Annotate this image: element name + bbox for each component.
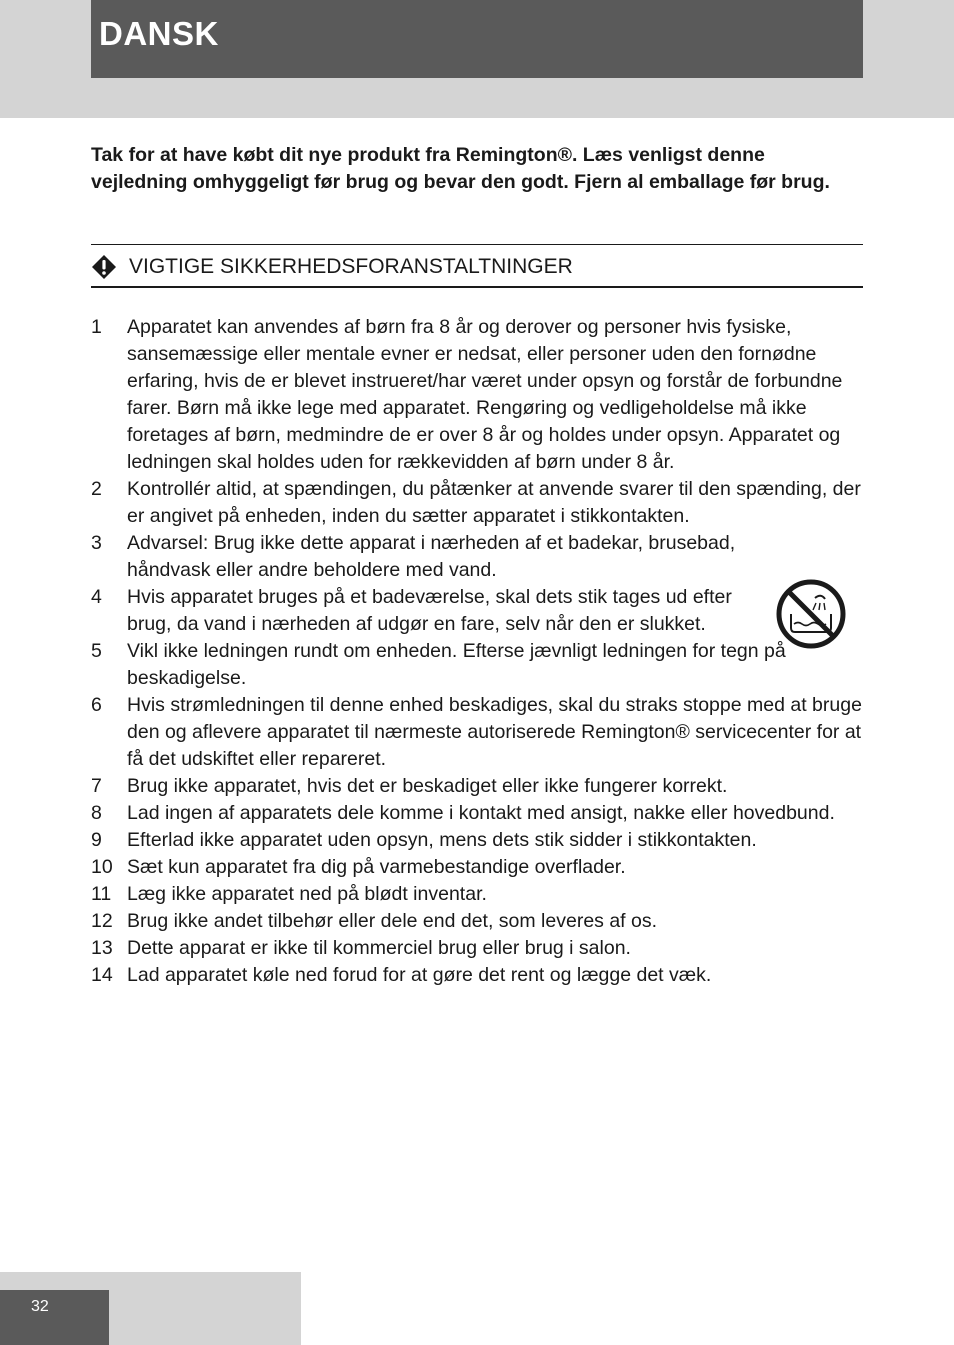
item-text: Efterlad ikke apparatet uden opsyn, mens dets stik sidder i stikkontakten. — [127, 829, 757, 851]
item-text: Hvis strømledningen til denne enhed beskadiges, skal du straks stoppe med at bruge den og aflevere apparatet til nærmeste autoriserede Remington® servicecenter for at få det udskiftet eller repareret. — [127, 694, 862, 770]
list-item — [91, 773, 866, 800]
item-number: 13 — [91, 937, 113, 959]
list-item — [91, 530, 866, 584]
section-rule-top — [91, 244, 863, 245]
warning-icon — [91, 254, 117, 280]
item-number: 5 — [91, 640, 102, 662]
item-text: Vikl ikke ledningen rundt om enheden. Efterse jævnligt ledningen for tegn på beskadigelse. — [127, 640, 786, 689]
item-number: 12 — [91, 910, 113, 932]
list-item — [91, 800, 866, 827]
list-item — [91, 854, 866, 881]
section-rule-bottom — [91, 286, 863, 288]
item-number: 14 — [91, 964, 113, 986]
item-number: 11 — [91, 883, 112, 905]
item-number: 2 — [91, 478, 102, 500]
list-item — [91, 935, 866, 962]
item-text: Dette apparat er ikke til kommerciel brug eller brug i salon. — [127, 937, 631, 959]
item-text: Brug ikke apparatet, hvis det er beskadiget eller ikke fungerer korrekt. — [127, 775, 728, 797]
safety-list — [91, 314, 866, 989]
list-item — [91, 476, 866, 530]
intro-paragraph: Tak for at have købt dit nye produkt fra Remington®. Læs venligst denne vejledning omhyggeligt før brug og bevar den godt. Fjern al emballage før brug. — [91, 144, 830, 193]
item-text: Sæt kun apparatet fra dig på varmebestandige overflader. — [127, 856, 626, 878]
item-number: 8 — [91, 802, 102, 824]
list-item — [91, 638, 866, 692]
no-water-bath-icon — [775, 578, 847, 650]
list-item — [91, 692, 866, 773]
item-number: 4 — [91, 586, 102, 608]
item-text: Advarsel: Brug ikke dette apparat i nærheden af et badekar, brusebad, håndvask eller andre beholdere med vand. — [127, 532, 736, 581]
page-title: DANSK — [91, 0, 863, 78]
list-item — [91, 908, 866, 935]
item-number: 6 — [91, 694, 102, 716]
item-number: 9 — [91, 829, 102, 851]
item-text: Lad apparatet køle ned forud for at gøre det rent og lægge det væk. — [127, 964, 712, 986]
list-item — [91, 314, 866, 476]
item-text: Kontrollér altid, at spændingen, du påtænker at anvende svarer til den spænding, der er angivet på enheden, inden du sætter apparatet i stikkontakten. — [127, 478, 861, 527]
section-heading-text: VIGTIGE SIKKERHEDSFORANSTALTNINGER — [129, 255, 573, 278]
list-item — [91, 827, 866, 854]
item-number: 3 — [91, 532, 102, 554]
item-number: 1 — [91, 316, 102, 338]
item-text: Lad ingen af apparatets dele komme i kontakt med ansigt, nakke eller hovedbund. — [127, 802, 835, 824]
list-item — [91, 881, 866, 908]
list-item — [91, 962, 866, 989]
item-text: Hvis apparatet bruges på et badeværelse, skal dets stik tages ud efter brug, da vand i nærheden af udgør en fare, selv når den er slukket. — [127, 586, 732, 635]
page-number: 32 — [0, 1290, 109, 1345]
item-number: 10 — [91, 856, 113, 878]
list-item — [91, 584, 866, 638]
item-text: Læg ikke apparatet ned på blødt inventar. — [127, 883, 487, 905]
section-heading — [91, 253, 863, 281]
item-text: Apparatet kan anvendes af børn fra 8 år og derover og personer hvis fysiske, sansemæssige eller mentale evner er nedsat, eller personer uden den fornødne erfaring, hvis de er blevet instrueret/har været under opsyn og forstår de forbundne farer. Børn må ikke lege med apparatet. Rengøring og vedligeholdelse må ikke foretages af børn, medmindre de er over 8 år og holdes under opsyn. Apparatet og ledningen skal holdes uden for rækkevidden af børn under 8 år. — [127, 316, 843, 473]
item-text: Brug ikke andet tilbehør eller dele end det, som leveres af os. — [127, 910, 658, 932]
item-number: 7 — [91, 775, 102, 797]
